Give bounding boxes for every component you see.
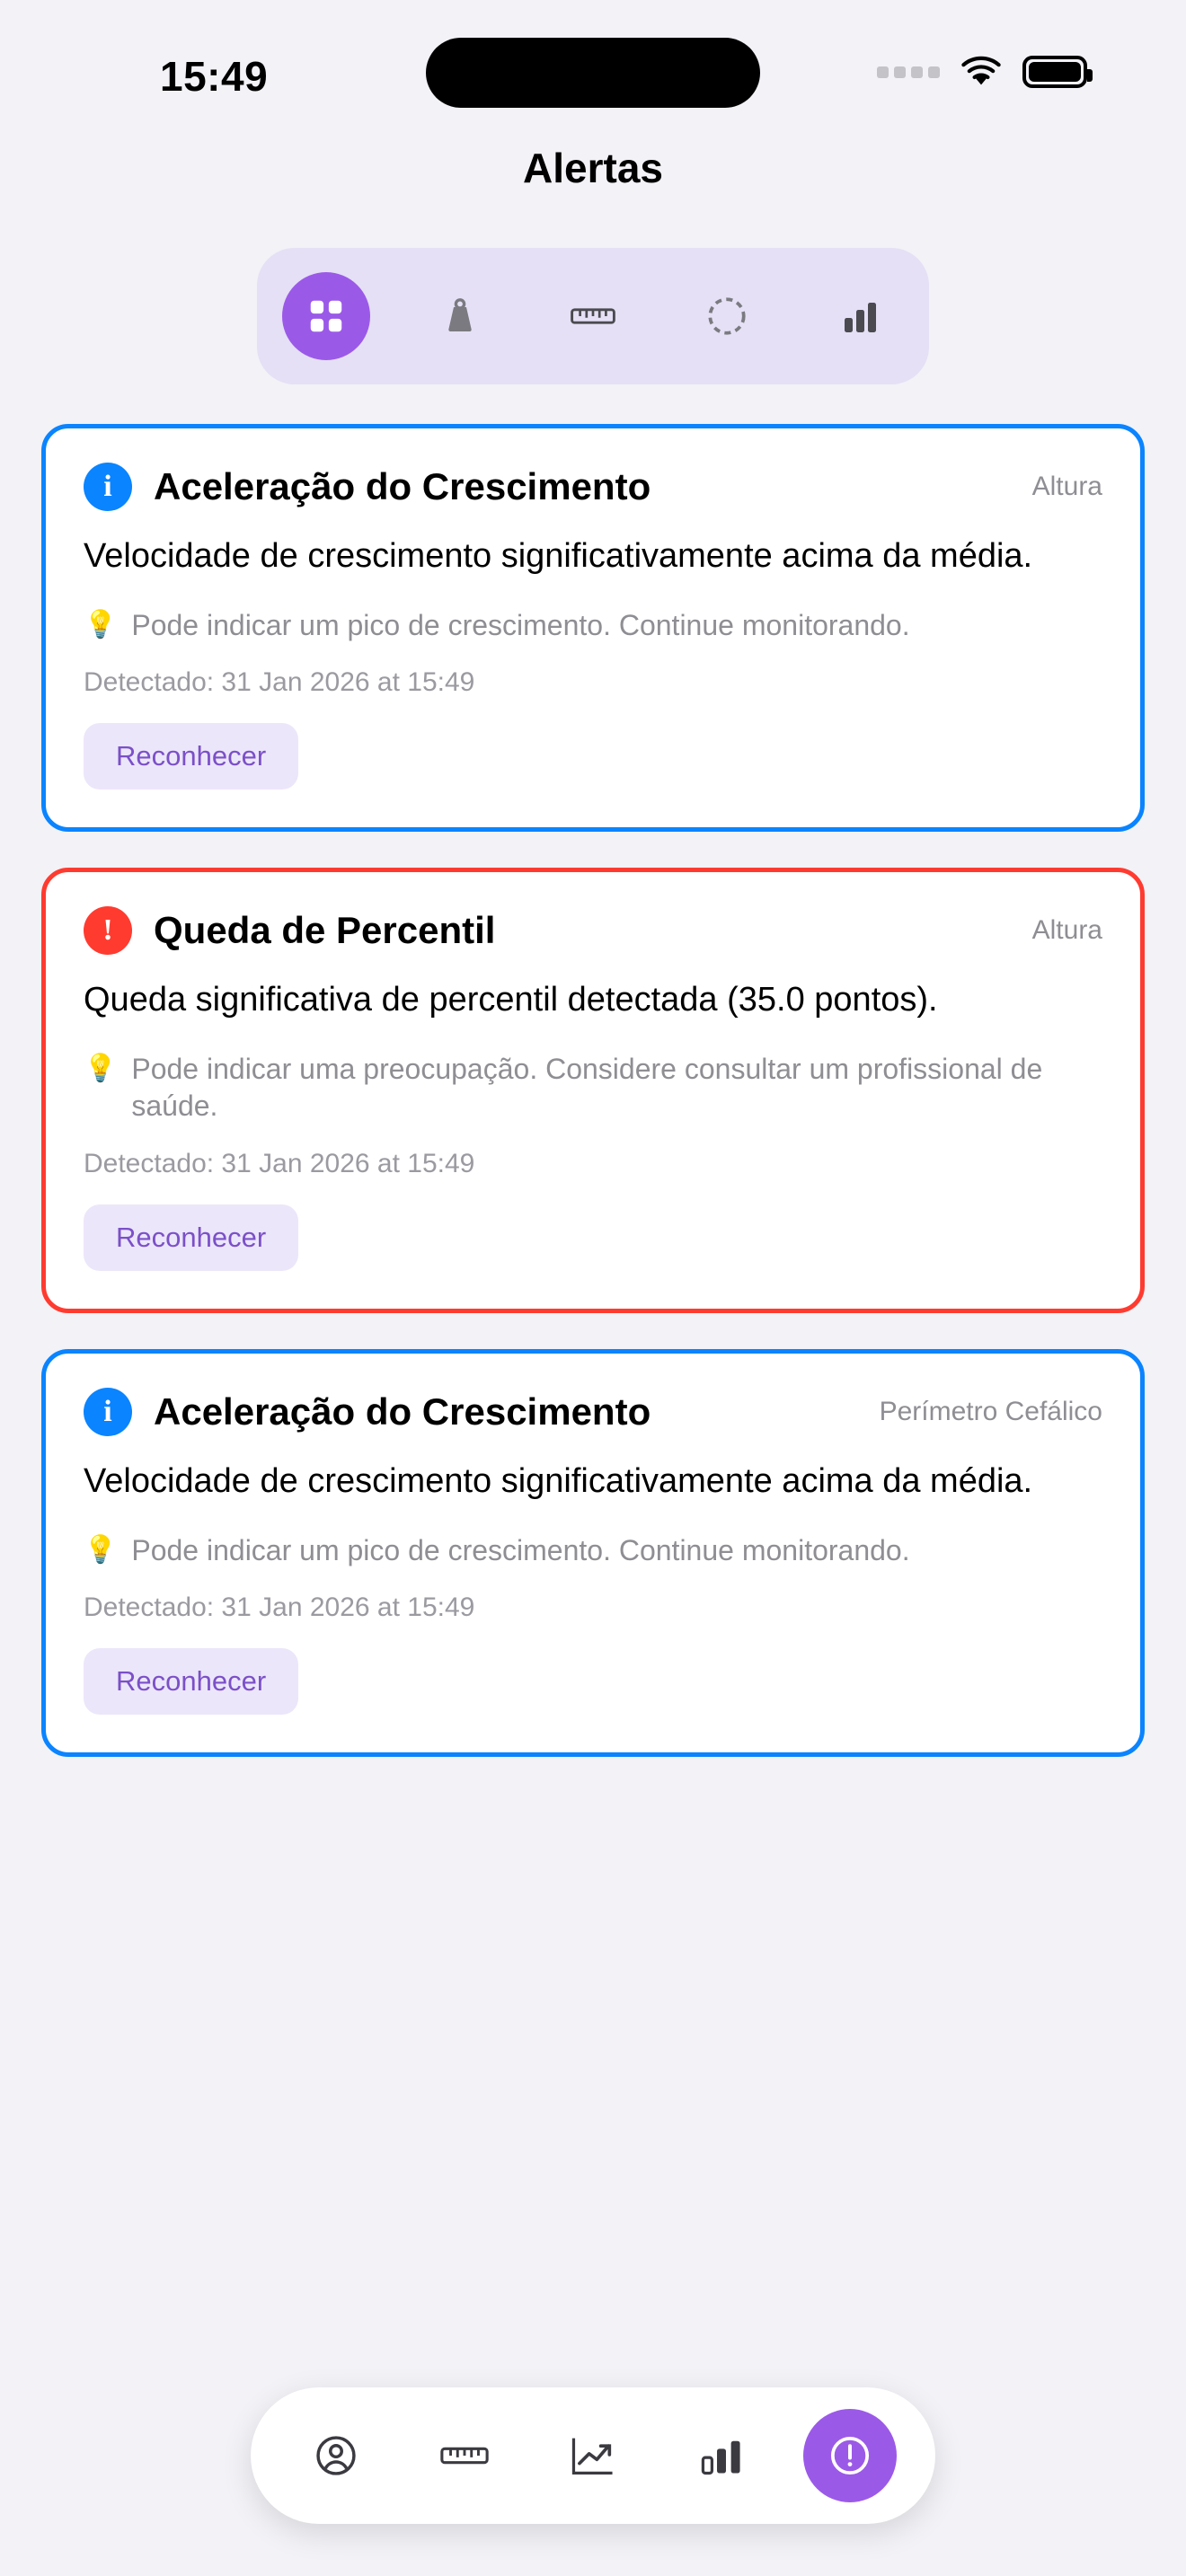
alert-description: Velocidade de crescimento significativamente acima da média. <box>84 537 1033 575</box>
metric-selector <box>257 248 929 384</box>
page-title: Alertas <box>523 145 663 191</box>
alert-header <box>84 1388 1102 1436</box>
tab-growth[interactable] <box>546 2409 640 2502</box>
chart-line-icon <box>568 2432 618 2479</box>
signal-dots-icon <box>877 66 940 78</box>
ruler-icon <box>438 2433 491 2478</box>
info-icon: i <box>84 463 132 511</box>
acknowledge-button[interactable]: Reconhecer <box>84 1648 298 1715</box>
lightbulb-icon: 💡 <box>84 609 118 640</box>
metric-tab-height[interactable] <box>549 272 637 360</box>
alert-title: Aceleração do Crescimento <box>154 464 651 507</box>
alert-card[interactable] <box>41 868 1145 1313</box>
bars-icon <box>838 295 881 338</box>
status-bar <box>0 0 1186 135</box>
lightbulb-icon: 💡 <box>84 1053 118 1083</box>
alert-description: Velocidade de crescimento significativamente acima da média. <box>84 1462 1033 1501</box>
alert-description: Queda significativa de percentil detectada (35.0 pontos). <box>84 981 938 1019</box>
warning-icon: ! <box>84 906 132 955</box>
lightbulb-icon: 💡 <box>84 1534 118 1565</box>
alert-detected-time: Detectado: 31 Jan 2026 at 15:49 <box>84 1592 475 1623</box>
alert-title: Aceleração do Crescimento <box>154 1389 651 1433</box>
bars-icon <box>698 2432 745 2479</box>
metric-tab-all[interactable] <box>282 272 370 360</box>
alert-detected-time: Detectado: 31 Jan 2026 at 15:49 <box>84 1149 475 1179</box>
alert-header <box>84 906 1102 955</box>
info-icon: i <box>84 1388 132 1436</box>
alert-title: Queda de Percentil <box>154 909 496 952</box>
metric-tab-head[interactable] <box>683 272 771 360</box>
alert-hint <box>84 1532 1102 1570</box>
alert-card[interactable] <box>41 424 1145 832</box>
alert-header <box>84 463 1102 511</box>
status-indicators <box>877 56 1087 88</box>
weight-icon <box>438 295 482 338</box>
acknowledge-button[interactable]: Reconhecer <box>84 723 298 790</box>
alert-metric-label: Altura <box>1031 915 1102 946</box>
wifi-icon <box>960 56 1003 88</box>
dynamic-island <box>426 38 760 108</box>
metric-tab-stats[interactable] <box>816 272 904 360</box>
profile-icon <box>313 2432 359 2479</box>
grid-icon <box>305 296 347 337</box>
alert-metric-label: Altura <box>1031 472 1102 501</box>
metric-tab-weight[interactable] <box>416 272 504 360</box>
acknowledge-button[interactable]: Reconhecer <box>84 1204 298 1271</box>
ruler-icon <box>569 292 617 340</box>
battery-full-icon <box>1022 56 1087 88</box>
status-time: 15:49 <box>160 53 269 100</box>
tab-stats[interactable] <box>675 2409 768 2502</box>
alert-hint <box>84 607 1102 645</box>
tab-measurements[interactable] <box>418 2409 511 2502</box>
alert-hint-text: Pode indicar um pico de crescimento. Continue monitorando. <box>131 1533 910 1566</box>
alert-hint <box>84 1051 1102 1125</box>
alerts-list <box>0 424 1186 1757</box>
alert-detected-time: Detectado: 31 Jan 2026 at 15:49 <box>84 667 475 698</box>
alert-icon <box>828 2433 872 2478</box>
tab-profile[interactable] <box>289 2409 383 2502</box>
bottom-tab-bar <box>251 2387 935 2524</box>
alert-hint-text: Pode indicar um pico de crescimento. Continue monitorando. <box>131 608 910 641</box>
alert-metric-label: Perímetro Cefálico <box>879 1397 1102 1427</box>
alert-card[interactable] <box>41 1349 1145 1757</box>
head-circumference-icon <box>704 294 749 339</box>
alert-hint-text: Pode indicar uma preocupação. Considere consultar um profissional de saúde. <box>131 1052 1043 1123</box>
tab-alerts[interactable] <box>803 2409 897 2502</box>
